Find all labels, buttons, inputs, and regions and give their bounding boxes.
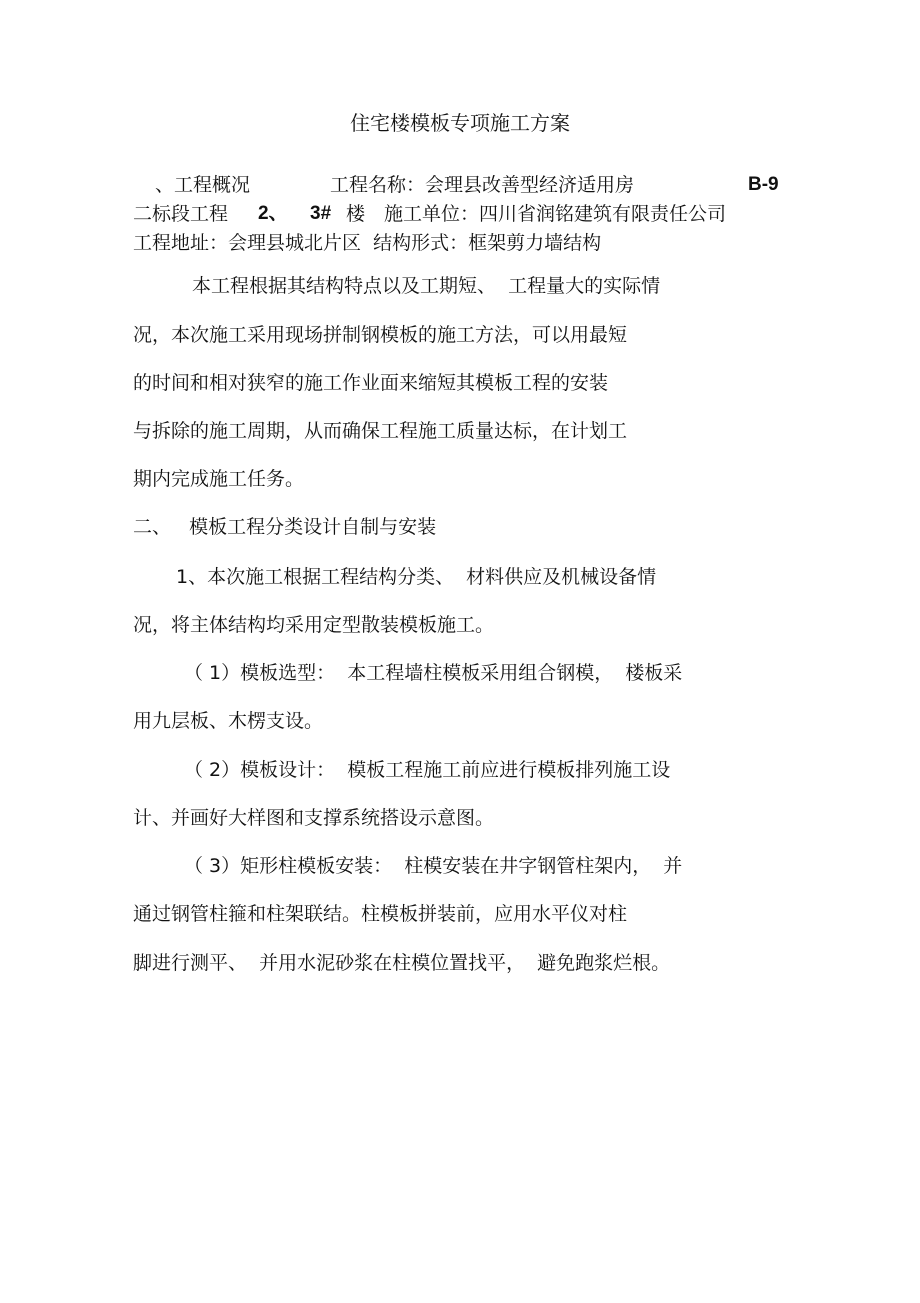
paragraph-line: （ 1）模板选型： 本工程墙柱模板采用组合钢模， 楼板采 [184, 662, 683, 684]
building-number-a: 2、 [258, 203, 288, 224]
address-structure-line: 工程地址：会理县城北片区 结构形式：框架剪力墙结构 [133, 232, 602, 254]
paragraph-line: 计、并画好大样图和支撑系统搭设示意图。 [133, 807, 495, 829]
paragraph-line: 的时间和相对狭窄的施工作业面来缩短其模板工程的安装 [133, 372, 609, 394]
contractor-field: 施工单位：四川省润铭建筑有限责任公司 [384, 203, 727, 225]
project-name-field: 工程名称：会理县改善型经济适用房 [330, 174, 635, 196]
building-number-b: 3# [310, 203, 332, 224]
paragraph-line: 用九层板、木楞支设。 [133, 710, 324, 732]
paragraph-line: （ 2）模板设计： 模板工程施工前应进行模板排列施工设 [184, 759, 671, 781]
paragraph-line: 1、本次施工根据工程结构分类、 材料供应及机械设备情 [176, 566, 657, 588]
paragraph-line: 与拆除的施工周期，从而确保工程施工质量达标，在计划工 [133, 420, 628, 442]
section-heading: 二、 模板工程分类设计自制与安装 [133, 516, 437, 538]
paragraph-line: 本工程根据其结构特点以及工期短、 工程量大的实际情 [192, 275, 661, 297]
paragraph-line: 脚进行测平、 并用水泥砂浆在柱模位置找平， 避免跑浆烂根。 [133, 952, 671, 974]
building-suffix: 楼 [346, 203, 366, 225]
paragraph-line: 通过钢管柱箍和柱架联结。柱模板拼装前，应用水平仪对柱 [133, 903, 628, 925]
paragraph-line: （ 3）矩形柱模板安装： 柱模安装在井字钢管柱架内， 并 [184, 855, 683, 877]
paragraph-line: 况，将主体结构均采用定型散装模板施工。 [133, 614, 495, 636]
section-label: 二标段工程 [133, 203, 229, 225]
page-title: 住宅楼模板专项施工方案 [350, 111, 570, 135]
paragraph-line: 期内完成施工任务。 [133, 468, 305, 490]
paragraph-line: 况，本次施工采用现场拼制钢模板的施工方法，可以用最短 [133, 324, 628, 346]
project-code: B-9 [748, 174, 779, 195]
overview-heading: 、工程概况 [155, 174, 251, 196]
